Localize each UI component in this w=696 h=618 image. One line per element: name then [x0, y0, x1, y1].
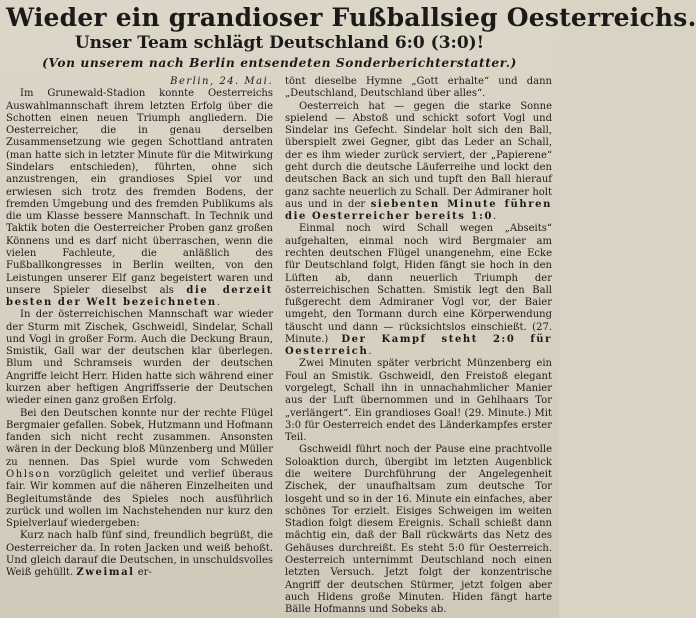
- left-column: [6, 76, 273, 616]
- paragraph-austrian-team: In der österreichischen Mannschaft war wieder der Sturm mit Zischek, Gschweidl, Sindelar, Schall und Vogl in großer Form. Auch die Deckung Braun, Smistik, Gall war der deutschen klar überlegen. Blum und Schramseis wurden der deutschen Angriffe leicht Herr. Hiden hatte sich während einer kurzen aber heftigen Angriffsserie der Deutschen wieder einen ganz großen Erfolg.: [6, 309, 273, 407]
- paragraph-second-goal: Einmal noch wird Schall wegen „Abseits“ aufgehalten, einmal noch wird Bergmaier am rechten deutschen Flügel unangenehm, eine Ecke für Deutschland folgt, Hiden fängt sie hoch in den Lüften ab, dann neuerlich Triumph der österreichischen Schatten. Smistik legt den Ball fußgerecht dem Admiraner Vogl vor, der Baier umgeht, den Tormann durch eine Körperwendung täuscht und dann — rücksichtslos einschießt. (27. Minute.) Der Kampf steht 2:0 für Oesterreich.: [285, 223, 552, 358]
- paragraph-kickoff: Kurz nach halb fünf sind, freundlich begrüßt, die Oesterreicher da. In roten Jacken und weiß behoßt. Und gleich darauf die Deutschen, in unschuldsvolles Weiß gehüllt. Zweimal er-: [6, 530, 273, 579]
- article-subheadline: Unser Team schlägt Deutschland 6:0 (3:0)!: [74, 33, 485, 53]
- article-body: [6, 76, 553, 616]
- right-column: [285, 76, 552, 616]
- paragraph-german-team: Bei den Deutschen konnte nur der rechte Flügel Bergmaier gefallen. Sobek, Hutzmann und Hofmann fanden sich nicht recht zusammen. Ansonsten wären in der Deckung bloß Münzenberg und Müller zu nennen. Das Spiel wurde vom Schweden Ohlson vorzüglich geleitet und verlief überaus fair. Wir kommen auf die näheren Einzelheiten und Begleitumstände des Spieles noch ausführlich zurück und wollen im Nachstehenden nur kurz den Spielverlauf wiedergeben:: [6, 407, 273, 530]
- paragraph-anthems: tönt dieselbe Hymne „Gott erhalte“ und dann „Deutschland, Deutschland über alles“.: [285, 76, 552, 100]
- paragraph-second-half: Gschweidl führt noch der Pause eine prachtvolle Soloaktion durch, übergibt im letzten Augenblick die weitere Durchführung der Angelegenheit Zischek, der unaufhaltsam zum deutsche Tor losgeht und so in der 16. Minute ein einfaches, aber schönes Tor erzielt. Eisiges Schweigen im weiten Stadion folgt diesem Ereignis. Schall schießt dann mächtig ein, daß der Ball rückwärts das Netz des Gehäuses durchreißt. Es steht 5:0 für Oesterreich. Oesterreich unternimmt Deutschland noch einen letzten Versuch. Jetzt folgt der konzentrische Angriff der deutschen Stürmer, jetzt folgen aber auch Hidens große Minuten. Hiden fängt harte Bälle Hofmanns und Sobeks ab.: [285, 444, 552, 616]
- dateline: Berlin, 24. Mai.: [170, 76, 273, 87]
- paragraph-intro: Im Grunewald-Stadion konnte Oesterreichs Auswahlmannschaft ihrem letzten Erfolg über die Schotten einen neuen Triumph angliedern. Die Oesterreicher, die in genau derselben Zusammensetzung wie gegen Schottland antraten (man hatte sich in letzter Minute für die Mitwirkung Sindelars entschieden), führten, ohne sich anzustrengen, ein grandioses Spiel vor und erwiesen sich trotz des fremden Bodens, der fremden Umgebung und des fremden Publikums als die um Klasse bessere Mannschaft. In Technik und Taktik boten die Oesterreicher Proben ganz großen Könnens und es darf nicht überraschen, wenn die vielen Fachleute, die anläßlich des Fußballkongresses in Berlin weilten, von den Leistungen unserer Elf ganz begeistert waren und unsere Spieler dieselbst als die derzeit besten der Welt bezeichneten.: [6, 88, 273, 309]
- paragraph-first-goal: Oesterreich hat — gegen die starke Sonne spielend — Abstoß und schickt sofort Vogl und Sindelar ins Gefecht. Sindelar holt sich den Ball, überspielt zwei Gegner, gibt das Leder an Schall, der es ihm wieder zurück serviert, der „Papierene“ geht durch die deutsche Läuferreihe und lockt den deutschen Back an sich und tupft den Ball hierauf ganz sachte neuerlich zu Schall. Der Admiraner holt aus und in der siebenten Minute führen die Oesterreicher bereits 1:0.: [285, 100, 552, 223]
- paragraph-third-goal: Zwei Minuten später verbricht Münzenberg ein Foul an Smistik. Gschweidl, den Freistoß elegant vorgelegt, Schall ihn in unnachahmlicher Manier aus der Luft übernommen und in Gehlhaars Tor „verlängert“. Ein grandioses Goal! (29. Minute.) Mit 3:0 für Oesterreich endet des Länderkampfes erster Teil.: [285, 358, 552, 444]
- article-byline: (Von unserem nach Berlin entsendeten Sonderberichterstatter.): [42, 56, 517, 70]
- article-headline: Wieder ein grandioser Fußballsieg Oesterreichs.: [6, 3, 696, 32]
